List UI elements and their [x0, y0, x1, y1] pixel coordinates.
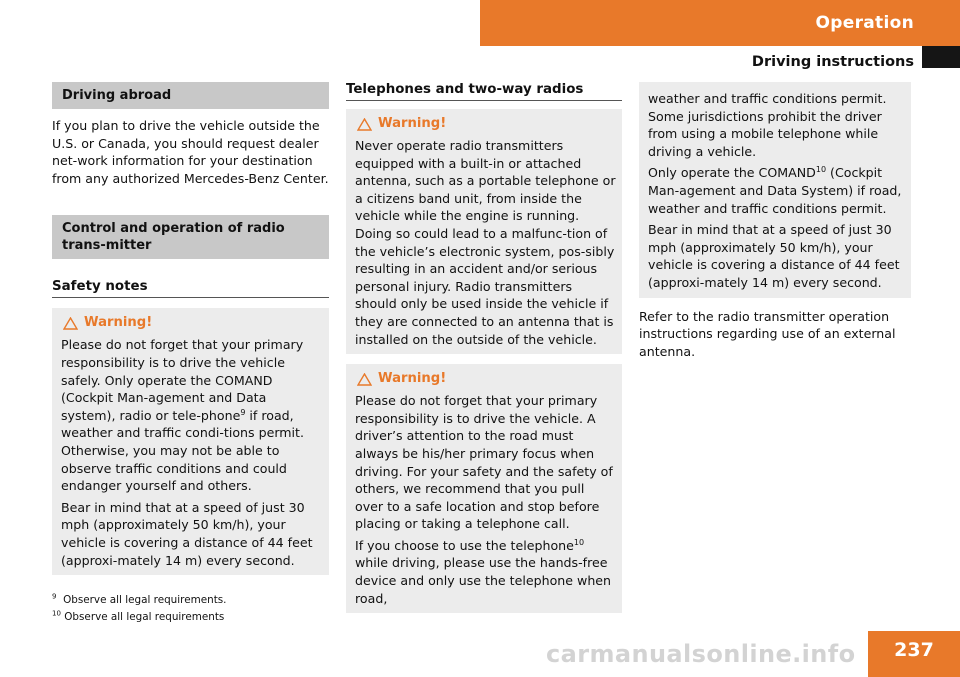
footnote-10: $^{10}$ Observe all legal requirements	[52, 609, 225, 623]
warning-title: Warning!	[355, 370, 616, 388]
footnote-9: $^9$ Observe all legal requirements.	[52, 592, 227, 606]
section-title: Operation	[815, 13, 914, 33]
warning-title: Warning!	[61, 314, 323, 332]
section-tab	[480, 0, 960, 46]
warning-1-text: Please do not forget that your primary responsibility is to drive the vehicle safely. Only operate the COMAND (Cockpit Man-agement and Data system), radio or tele-phone$^9$ if road, weather and traffic condi-tions permit. Otherwise, you may not be able to observe traffic conditions and could endanger yourself and others.	[61, 337, 304, 494]
warning-cont-comand-text: Only operate the COMAND$^{10}$ (Cockpit Man-agement and Data System) if road, weather and traffic conditions permit.	[648, 165, 902, 216]
driving-abroad-title: Driving abroad	[52, 82, 329, 109]
page-number: 237	[868, 631, 960, 677]
warning-cont-speed-text: Bear in mind that at a speed of just 30 mph (approximately 50 km/h), your vehicle is covering a distance of 44 feet (approxi-mately 14 m) every second.	[648, 222, 900, 290]
watermark: carmanualsonline.info	[546, 640, 856, 668]
subsection-title: Driving instructions	[751, 54, 914, 70]
column-3	[639, 82, 911, 360]
warning-cont-text: weather and traffic conditions permit. Some jurisdictions prohibit the driver from using a mobile telephone while driving a vehicle.	[648, 91, 887, 159]
telephones-heading: Telephones and two-way radios	[346, 82, 622, 101]
warning-box-3	[346, 364, 622, 613]
warning-box-3-continued	[639, 82, 911, 298]
warning-1-speed-text: Bear in mind that at a speed of just 30 mph (approximately 50 km/h), your vehicle is covering a distance of 44 feet (approxi-mately 14 m) every second.	[61, 499, 313, 568]
column-2	[346, 82, 622, 613]
driving-abroad-text: If you plan to drive the vehicle outside the U.S. or Canada, you should request dealer net-work information for your destination from any authorized Mercedes-Benz Center.	[52, 118, 329, 186]
warning-triangle-icon	[357, 373, 372, 386]
header-marker	[922, 46, 960, 68]
warning-box-2	[346, 109, 622, 354]
warning-title: Warning!	[355, 115, 616, 133]
radio-section-title: Control and operation of radio trans-mitter	[52, 215, 329, 259]
refer-text: Refer to the radio transmitter operation instructions regarding use of an external antenna.	[639, 308, 896, 359]
warning-triangle-icon	[357, 118, 372, 131]
column-1	[52, 82, 329, 575]
safety-notes-heading: Safety notes	[52, 279, 329, 298]
warning-3-text: Please do not forget that your primary responsibility is to drive the vehicle. A driver’s attention to the road must always be his/her primary focus when driving. For your safety and the safety of others, we recommend that you pull over to a safe location and stop before placing or taking a telephone call.	[355, 393, 613, 532]
footnotes	[52, 592, 226, 626]
warning-box-1	[52, 308, 329, 575]
warning-3-telephone-text: If you choose to use the telephone$^{10}$ while driving, please use the hands-free device and only use the telephone when road,	[355, 537, 612, 606]
warning-2-text: Never operate radio transmitters equipped with a built-in or attached antenna, such as a portable telephone or a citizens band unit, from inside the vehicle while the engine is running. Doing so could lead to a malfunc-tion of the vehicle’s electronic system, pos-sibly resulting in an accident and/or serious personal injury. Radio transmitters should only be used inside the vehicle if they are connected to an antenna that is installed on the outside of the vehicle.	[355, 138, 616, 347]
warning-triangle-icon	[63, 317, 78, 330]
